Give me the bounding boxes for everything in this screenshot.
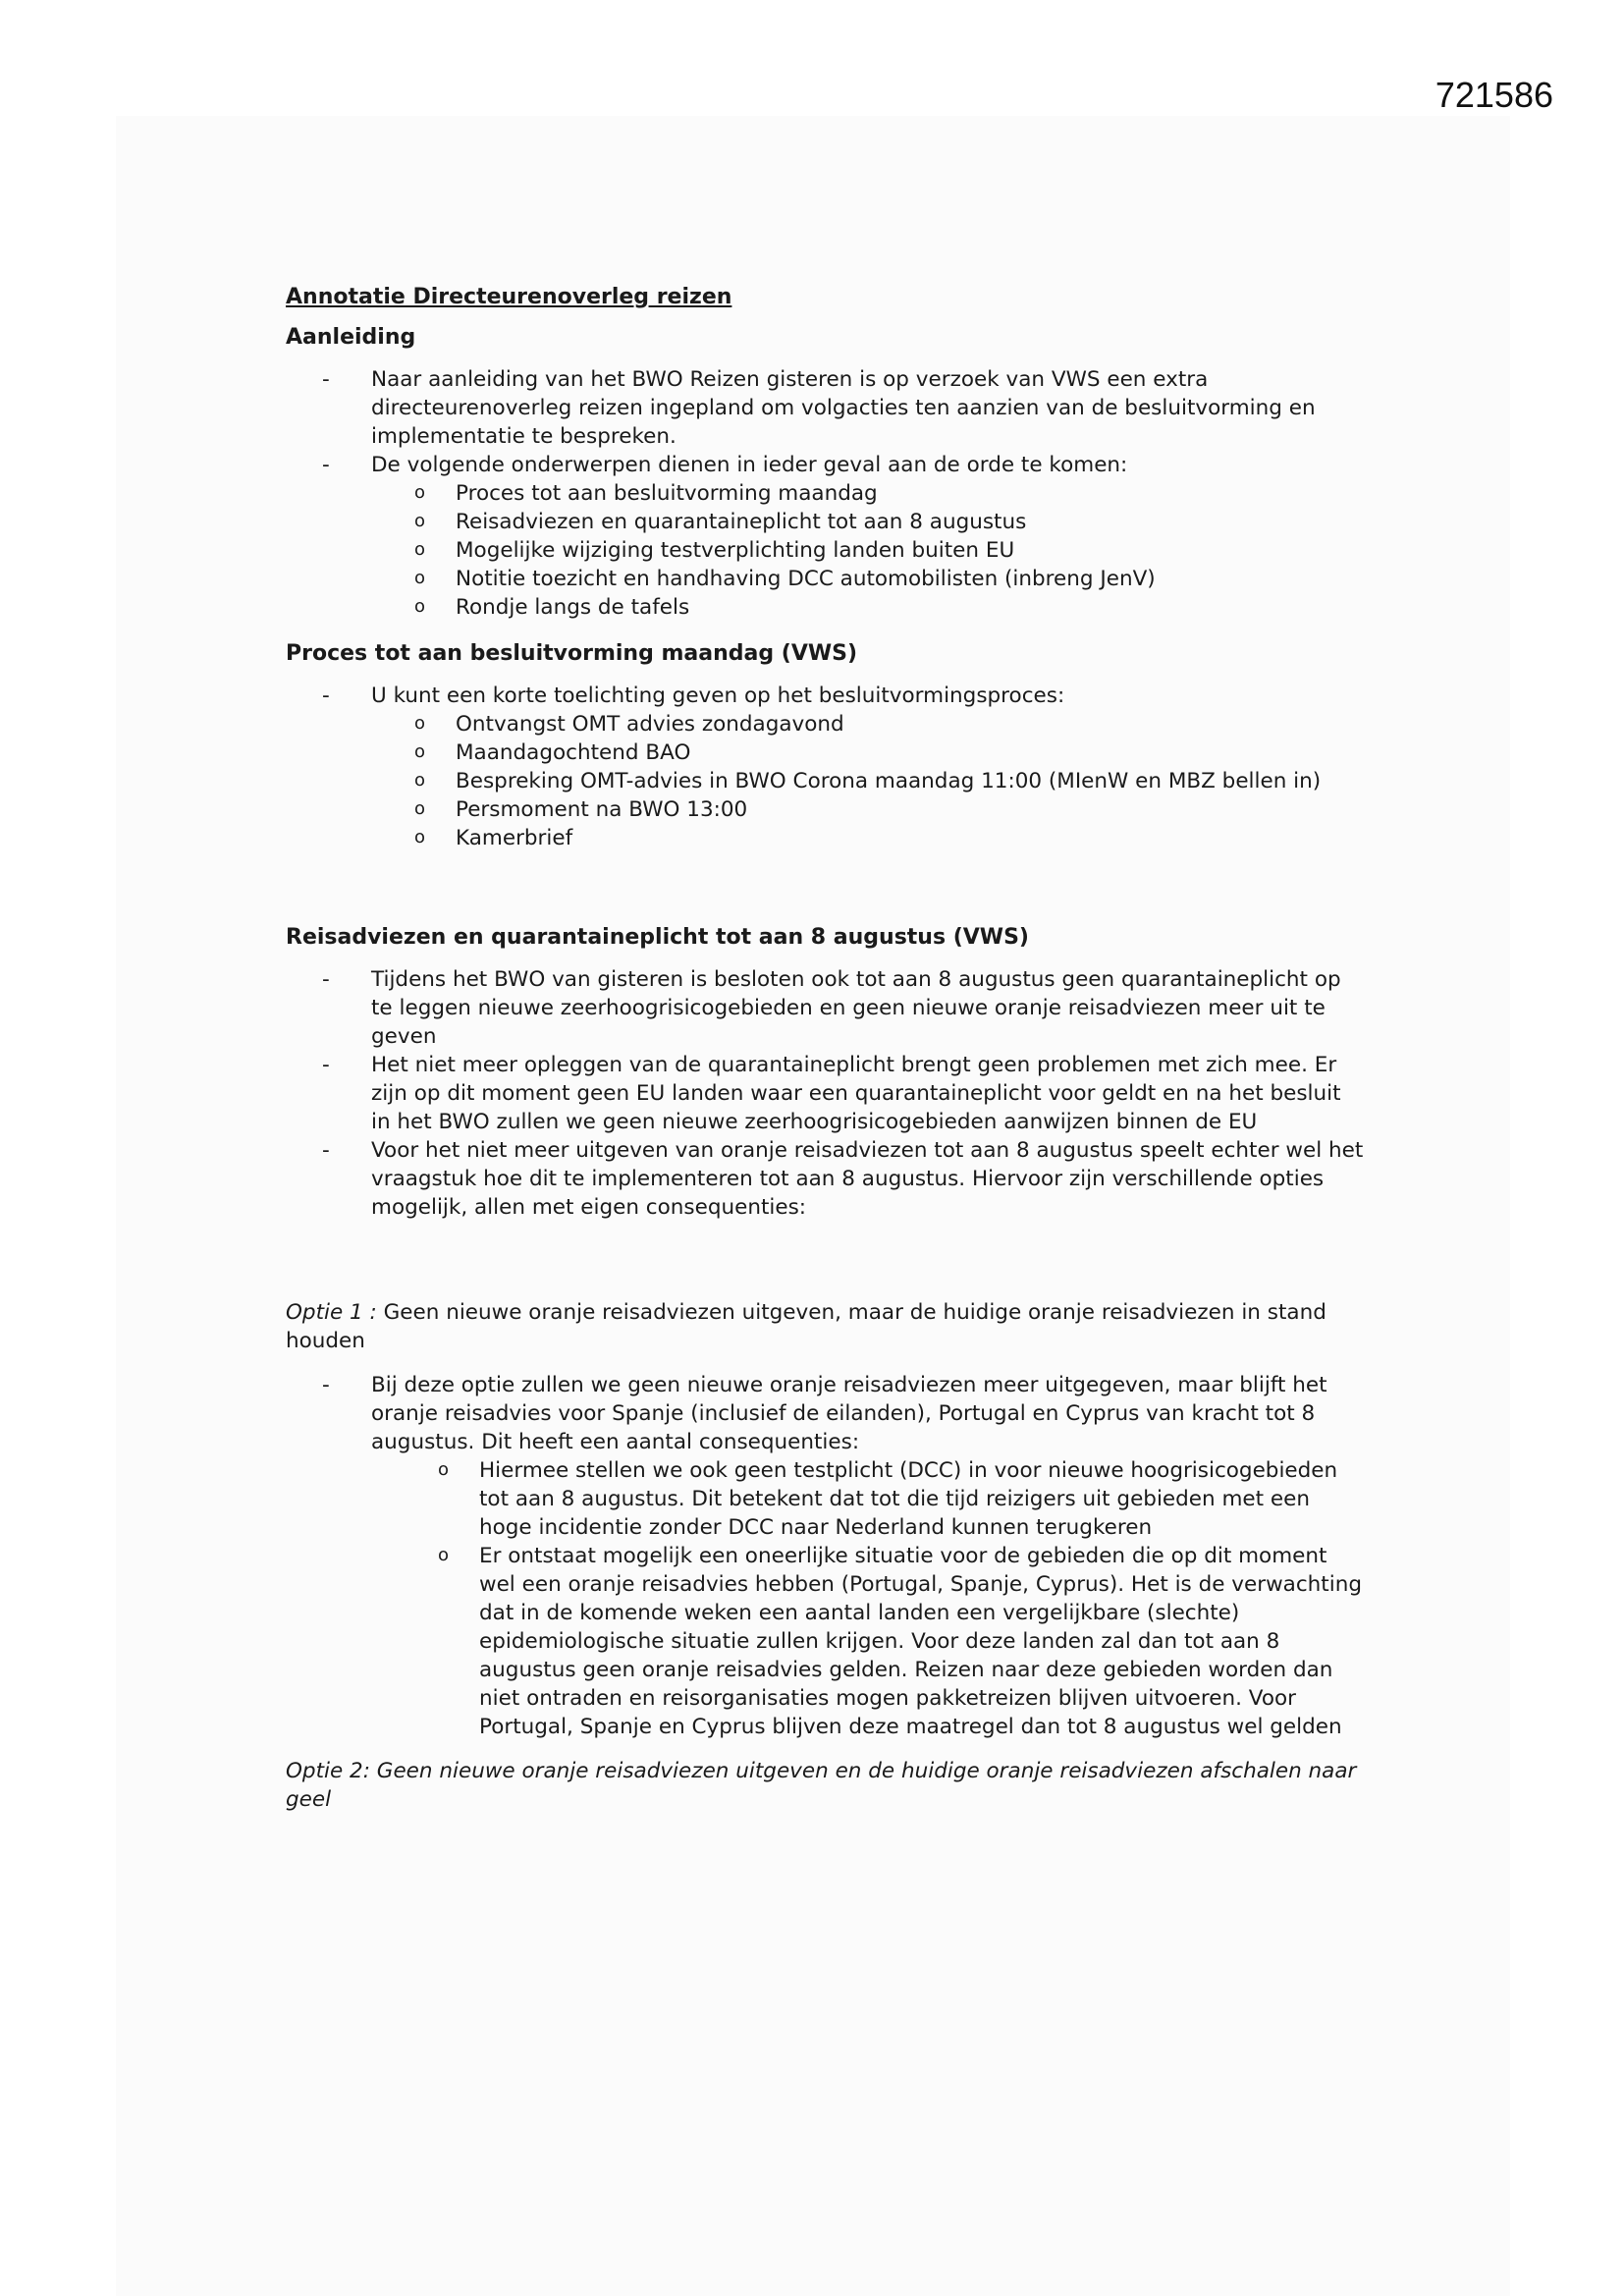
option-1-label: Optie 1 : xyxy=(286,1300,377,1325)
option-2-heading xyxy=(286,1757,1366,1814)
document-number: 721586 xyxy=(1435,75,1553,115)
sub-list-item: o Hiermee stellen we ook geen testplicht (DCC) in voor nieuwe hoogrisicogebieden tot aan 8 augustus. Dit betekent dat tot die tijd reizigers uit gebieden met een hoge incidentie zonder DCC naar Nederland kunnen terugkeren xyxy=(479,1456,1366,1542)
sub-list-item: o Kamerbrief xyxy=(456,824,1366,852)
proces-list xyxy=(286,682,1366,852)
section-heading-reisadviezen: Reisadviezen en quarantaineplicht tot aan 8 augustus (VWS) xyxy=(286,925,1029,950)
list-item xyxy=(371,682,1366,852)
list-item-text: Bij deze optie zullen we geen nieuwe oranje reisadviezen meer uitgegeven, maar blijft het oranje reisadvies voor Spanje (inclusief de eilanden), Portugal en Cyprus van kracht tot 8 augustus. Dit heeft een aantal consequenties: xyxy=(371,1373,1327,1454)
document-title: Annotatie Directeurenoverleg reizen xyxy=(286,285,732,309)
aanleiding-sublist xyxy=(371,479,1366,622)
list-item xyxy=(371,1371,1366,1741)
list-item: - Voor het niet meer uitgeven van oranje reisadviezen tot aan 8 augustus speelt echter wel het vraagstuk hoe dit te implementeren tot aan 8 augustus. Hiervoor zijn verschillende opties mogelijk, allen met eigen consequenties: xyxy=(371,1136,1366,1222)
section-heading-proces: Proces tot aan besluitvorming maandag (VWS) xyxy=(286,641,858,666)
aanleiding-list xyxy=(286,365,1366,622)
sub-list-item: o Ontvangst OMT advies zondagavond xyxy=(456,710,1366,738)
sub-list-item: o Proces tot aan besluitvorming maandag xyxy=(456,479,1366,508)
optie1-list xyxy=(286,1371,1366,1741)
option-1-heading xyxy=(286,1298,1366,1355)
sub-list-item: o Bespreking OMT-advies in BWO Corona maandag 11:00 (MIenW en MBZ bellen in) xyxy=(456,767,1366,795)
list-item: - Tijdens het BWO van gisteren is besloten ook tot aan 8 augustus geen quarantaineplicht op te leggen nieuwe zeerhoogrisicogebieden en geen nieuwe oranje reisadviezen meer uit te geven xyxy=(371,965,1366,1051)
sub-list-item: o Mogelijke wijziging testverplichting landen buiten EU xyxy=(456,536,1366,565)
option-2-text: Optie 2: Geen nieuwe oranje reisadviezen uitgeven en de huidige oranje reisadviezen afschalen naar geel xyxy=(286,1759,1357,1812)
list-item-text: U kunt een korte toelichting geven op het besluitvormingsproces: xyxy=(371,683,1065,708)
reisadviezen-list xyxy=(286,965,1366,1222)
section-heading-aanleiding: Aanleiding xyxy=(286,325,416,350)
option-1-text: Geen nieuwe oranje reisadviezen uitgeven, maar de huidige oranje reisadviezen in stand houden xyxy=(286,1300,1326,1353)
optie1-sublist xyxy=(371,1456,1366,1741)
sub-list-item: o Maandagochtend BAO xyxy=(456,738,1366,767)
sub-list-item: o Er ontstaat mogelijk een oneerlijke situatie voor de gebieden die op dit moment wel een oranje reisadvies hebben (Portugal, Spanje, Cyprus). Het is de verwachting dat in de komende weken een aantal landen een vergelijkbare (slechte) epidemiologische situatie zullen krijgen. Voor deze landen zal dan tot aan 8 augustus geen oranje reisadvies gelden. Reizen naar deze gebieden worden dan niet ontraden en reisorganisaties mogen pakketreizen blijven uitvoeren. Voor Portugal, Spanje en Cyprus blijven deze maatregel dan tot 8 augustus wel gelden xyxy=(479,1542,1366,1741)
list-item xyxy=(371,451,1366,622)
sub-list-item: o Reisadviezen en quarantaineplicht tot aan 8 augustus xyxy=(456,508,1366,536)
proces-sublist xyxy=(371,710,1366,852)
document-body xyxy=(286,283,1366,1830)
list-item: - Naar aanleiding van het BWO Reizen gisteren is op verzoek van VWS een extra directeurenoverleg reizen ingepland om volgacties ten aanzien van de besluitvorming en implementatie te bespreken. xyxy=(371,365,1366,451)
sub-list-item: o Persmoment na BWO 13:00 xyxy=(456,795,1366,824)
sub-list-item: o Rondje langs de tafels xyxy=(456,593,1366,622)
list-item-text: De volgende onderwerpen dienen in ieder geval aan de orde te komen: xyxy=(371,453,1128,477)
list-item: - Het niet meer opleggen van de quarantaineplicht brengt geen problemen met zich mee. Er zijn op dit moment geen EU landen waar een quarantaineplicht voor geldt en na het besluit in het BWO zullen we geen nieuwe zeerhoogrisicogebieden aanwijzen binnen de EU xyxy=(371,1051,1366,1136)
sub-list-item: o Notitie toezicht en handhaving DCC automobilisten (inbreng JenV) xyxy=(456,565,1366,593)
